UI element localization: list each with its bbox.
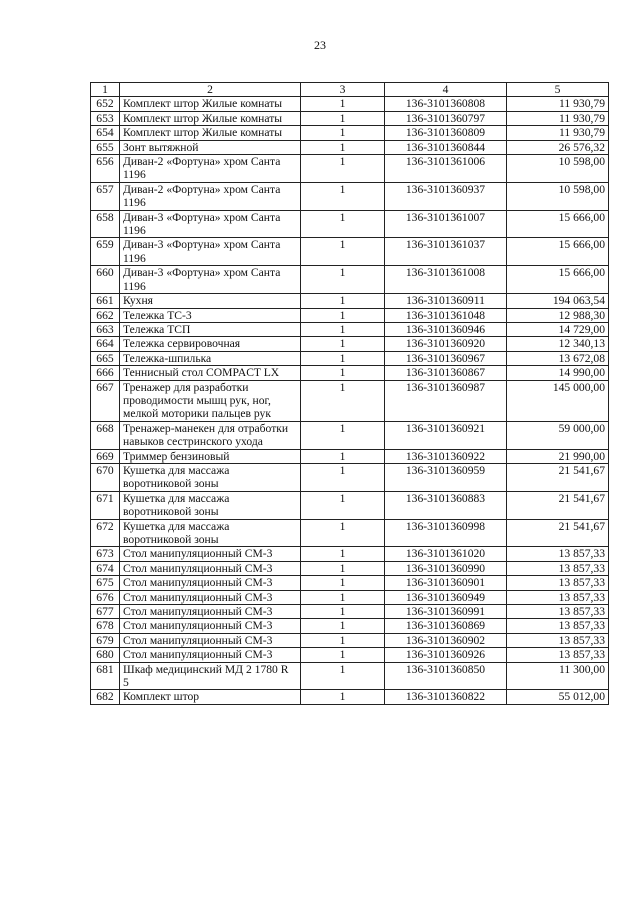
item-price: 59 000,00 [507, 421, 609, 449]
item-name: Триммер бензиновый [120, 449, 301, 463]
item-quantity: 1 [301, 182, 385, 210]
item-name: Стол манипуляционный СМ-3 [120, 576, 301, 590]
item-quantity: 1 [301, 633, 385, 647]
row-number: 677 [91, 605, 120, 619]
table-row [91, 366, 609, 380]
row-number: 666 [91, 366, 120, 380]
item-name: Диван-3 «Фортуна» хром Санта 1196 [120, 210, 301, 238]
inventory-code: 136-3101360797 [385, 111, 507, 125]
item-quantity: 1 [301, 605, 385, 619]
item-quantity: 1 [301, 155, 385, 183]
table-row [91, 690, 609, 704]
item-quantity: 1 [301, 266, 385, 294]
inventory-code: 136-3101360949 [385, 590, 507, 604]
item-quantity: 1 [301, 111, 385, 125]
table-row [91, 519, 609, 547]
item-price: 145 000,00 [507, 380, 609, 421]
row-number: 664 [91, 337, 120, 351]
inventory-code: 136-3101360850 [385, 662, 507, 690]
inventory-code: 136-3101360998 [385, 519, 507, 547]
item-price: 11 300,00 [507, 662, 609, 690]
table-body [91, 97, 609, 704]
item-quantity: 1 [301, 690, 385, 704]
item-price: 13 857,33 [507, 547, 609, 561]
item-quantity: 1 [301, 140, 385, 154]
row-number: 652 [91, 97, 120, 111]
inventory-code: 136-3101360920 [385, 337, 507, 351]
row-number: 674 [91, 561, 120, 575]
row-number: 663 [91, 322, 120, 336]
table-row [91, 619, 609, 633]
item-price: 21 541,67 [507, 463, 609, 491]
table-row [91, 210, 609, 238]
item-name: Зонт вытяжной [120, 140, 301, 154]
item-name: Стол манипуляционный СМ-3 [120, 547, 301, 561]
row-number: 662 [91, 308, 120, 322]
item-price: 13 857,33 [507, 590, 609, 604]
item-quantity: 1 [301, 576, 385, 590]
item-price: 14 729,00 [507, 322, 609, 336]
inventory-code: 136-3101360937 [385, 182, 507, 210]
item-quantity: 1 [301, 449, 385, 463]
item-quantity: 1 [301, 561, 385, 575]
inventory-code: 136-3101361048 [385, 308, 507, 322]
table-row [91, 633, 609, 647]
item-name: Шкаф медицинский МД 2 1780 R 5 [120, 662, 301, 690]
item-price: 21 541,67 [507, 519, 609, 547]
item-price: 11 930,79 [507, 126, 609, 140]
item-quantity: 1 [301, 421, 385, 449]
table-row [91, 337, 609, 351]
table-row [91, 294, 609, 308]
item-quantity: 1 [301, 210, 385, 238]
inventory-code: 136-3101360959 [385, 463, 507, 491]
row-number: 676 [91, 590, 120, 604]
inventory-code: 136-3101360809 [385, 126, 507, 140]
row-number: 680 [91, 648, 120, 662]
inventory-code: 136-3101360844 [385, 140, 507, 154]
item-price: 15 666,00 [507, 210, 609, 238]
table-row [91, 561, 609, 575]
row-number: 673 [91, 547, 120, 561]
item-quantity: 1 [301, 308, 385, 322]
item-name: Кушетка для массажа воротниковой зоны [120, 519, 301, 547]
item-price: 11 930,79 [507, 97, 609, 111]
item-quantity: 1 [301, 590, 385, 604]
table-header [91, 83, 609, 97]
item-quantity: 1 [301, 238, 385, 266]
inventory-code: 136-3101360926 [385, 648, 507, 662]
inventory-code: 136-3101360922 [385, 449, 507, 463]
item-name: Кушетка для массажа воротниковой зоны [120, 463, 301, 491]
item-name: Кушетка для массажа воротниковой зоны [120, 491, 301, 519]
inventory-code: 136-3101361037 [385, 238, 507, 266]
item-price: 13 857,33 [507, 561, 609, 575]
table-row [91, 491, 609, 519]
header-row [91, 83, 609, 97]
item-price: 13 857,33 [507, 619, 609, 633]
table-row [91, 662, 609, 690]
item-name: Стол манипуляционный СМ-3 [120, 605, 301, 619]
table-row [91, 308, 609, 322]
item-price: 15 666,00 [507, 238, 609, 266]
item-price: 10 598,00 [507, 155, 609, 183]
row-number: 670 [91, 463, 120, 491]
row-number: 675 [91, 576, 120, 590]
table-row [91, 576, 609, 590]
inventory-code: 136-3101361008 [385, 266, 507, 294]
item-name: Тележка ТСП [120, 322, 301, 336]
item-name: Стол манипуляционный СМ-3 [120, 561, 301, 575]
item-quantity: 1 [301, 337, 385, 351]
column-header-2: 2 [120, 83, 301, 97]
inventory-code: 136-3101361006 [385, 155, 507, 183]
table-row [91, 155, 609, 183]
row-number: 678 [91, 619, 120, 633]
column-header-3: 3 [301, 83, 385, 97]
inventory-code: 136-3101360990 [385, 561, 507, 575]
item-name: Тележка ТС-3 [120, 308, 301, 322]
row-number: 658 [91, 210, 120, 238]
item-name: Диван-3 «Фортуна» хром Санта 1196 [120, 266, 301, 294]
inventory-table [90, 82, 609, 705]
row-number: 682 [91, 690, 120, 704]
item-name: Диван-3 «Фортуна» хром Санта 1196 [120, 238, 301, 266]
item-name: Диван-2 «Фортуна» хром Санта 1196 [120, 155, 301, 183]
table-row [91, 351, 609, 365]
item-name: Стол манипуляционный СМ-3 [120, 633, 301, 647]
inventory-code: 136-3101360901 [385, 576, 507, 590]
item-quantity: 1 [301, 322, 385, 336]
row-number: 661 [91, 294, 120, 308]
item-price: 14 990,00 [507, 366, 609, 380]
table-row [91, 380, 609, 421]
item-name: Стол манипуляционный СМ-3 [120, 590, 301, 604]
row-number: 656 [91, 155, 120, 183]
row-number: 653 [91, 111, 120, 125]
column-header-5: 5 [507, 83, 609, 97]
row-number: 654 [91, 126, 120, 140]
item-price: 13 857,33 [507, 576, 609, 590]
inventory-code: 136-3101360987 [385, 380, 507, 421]
item-quantity: 1 [301, 97, 385, 111]
inventory-code: 136-3101360921 [385, 421, 507, 449]
table-row [91, 97, 609, 111]
column-header-4: 4 [385, 83, 507, 97]
item-price: 13 857,33 [507, 633, 609, 647]
item-name: Комплект штор Жилые комнаты [120, 97, 301, 111]
row-number: 655 [91, 140, 120, 154]
item-name: Комплект штор Жилые комнаты [120, 126, 301, 140]
page-number: 23 [314, 38, 326, 52]
inventory-code: 136-3101360869 [385, 619, 507, 633]
row-number: 665 [91, 351, 120, 365]
item-quantity: 1 [301, 294, 385, 308]
inventory-code: 136-3101360883 [385, 491, 507, 519]
column-header-1: 1 [91, 83, 120, 97]
item-name: Диван-2 «Фортуна» хром Санта 1196 [120, 182, 301, 210]
table-row [91, 238, 609, 266]
inventory-code: 136-3101360911 [385, 294, 507, 308]
item-quantity: 1 [301, 366, 385, 380]
item-price: 13 857,33 [507, 605, 609, 619]
row-number: 669 [91, 449, 120, 463]
item-quantity: 1 [301, 126, 385, 140]
row-number: 671 [91, 491, 120, 519]
item-name: Тренажер-манекен для отработки навыков сестринского ухода [120, 421, 301, 449]
item-quantity: 1 [301, 662, 385, 690]
row-number: 668 [91, 421, 120, 449]
item-price: 10 598,00 [507, 182, 609, 210]
item-price: 21 990,00 [507, 449, 609, 463]
row-number: 681 [91, 662, 120, 690]
table-row [91, 463, 609, 491]
table-row [91, 126, 609, 140]
item-quantity: 1 [301, 648, 385, 662]
row-number: 667 [91, 380, 120, 421]
table-row [91, 140, 609, 154]
row-number: 672 [91, 519, 120, 547]
inventory-code: 136-3101360991 [385, 605, 507, 619]
item-quantity: 1 [301, 463, 385, 491]
inventory-code: 136-3101360946 [385, 322, 507, 336]
table-row [91, 648, 609, 662]
item-price: 13 857,33 [507, 648, 609, 662]
item-name: Тележка сервировочная [120, 337, 301, 351]
item-quantity: 1 [301, 380, 385, 421]
item-price: 55 012,00 [507, 690, 609, 704]
row-number: 660 [91, 266, 120, 294]
table-row [91, 449, 609, 463]
item-price: 11 930,79 [507, 111, 609, 125]
table-row [91, 111, 609, 125]
item-name: Тренажер для разработки проводимости мышц рук, ног, мелкой моторики пальцев рук [120, 380, 301, 421]
item-name: Комплект штор [120, 690, 301, 704]
item-name: Тележка-шпилька [120, 351, 301, 365]
item-name: Стол манипуляционный СМ-3 [120, 648, 301, 662]
item-price: 26 576,32 [507, 140, 609, 154]
item-name: Кухня [120, 294, 301, 308]
item-quantity: 1 [301, 351, 385, 365]
item-quantity: 1 [301, 519, 385, 547]
inventory-code: 136-3101361020 [385, 547, 507, 561]
table-row [91, 605, 609, 619]
item-quantity: 1 [301, 491, 385, 519]
inventory-code: 136-3101360808 [385, 97, 507, 111]
item-price: 21 541,67 [507, 491, 609, 519]
table-row [91, 266, 609, 294]
item-price: 12 988,30 [507, 308, 609, 322]
row-number: 679 [91, 633, 120, 647]
table-row [91, 547, 609, 561]
item-name: Теннисный стол COMPACT LX [120, 366, 301, 380]
item-quantity: 1 [301, 547, 385, 561]
inventory-code: 136-3101360967 [385, 351, 507, 365]
row-number: 659 [91, 238, 120, 266]
inventory-code: 136-3101360867 [385, 366, 507, 380]
row-number: 657 [91, 182, 120, 210]
item-price: 12 340,13 [507, 337, 609, 351]
table-row [91, 182, 609, 210]
table-row [91, 322, 609, 336]
table-row [91, 590, 609, 604]
inventory-code: 136-3101360902 [385, 633, 507, 647]
inventory-code: 136-3101360822 [385, 690, 507, 704]
item-price: 15 666,00 [507, 266, 609, 294]
inventory-code: 136-3101361007 [385, 210, 507, 238]
item-price: 13 672,08 [507, 351, 609, 365]
item-quantity: 1 [301, 619, 385, 633]
item-price: 194 063,54 [507, 294, 609, 308]
item-name: Стол манипуляционный СМ-3 [120, 619, 301, 633]
table-row [91, 421, 609, 449]
item-name: Комплект штор Жилые комнаты [120, 111, 301, 125]
